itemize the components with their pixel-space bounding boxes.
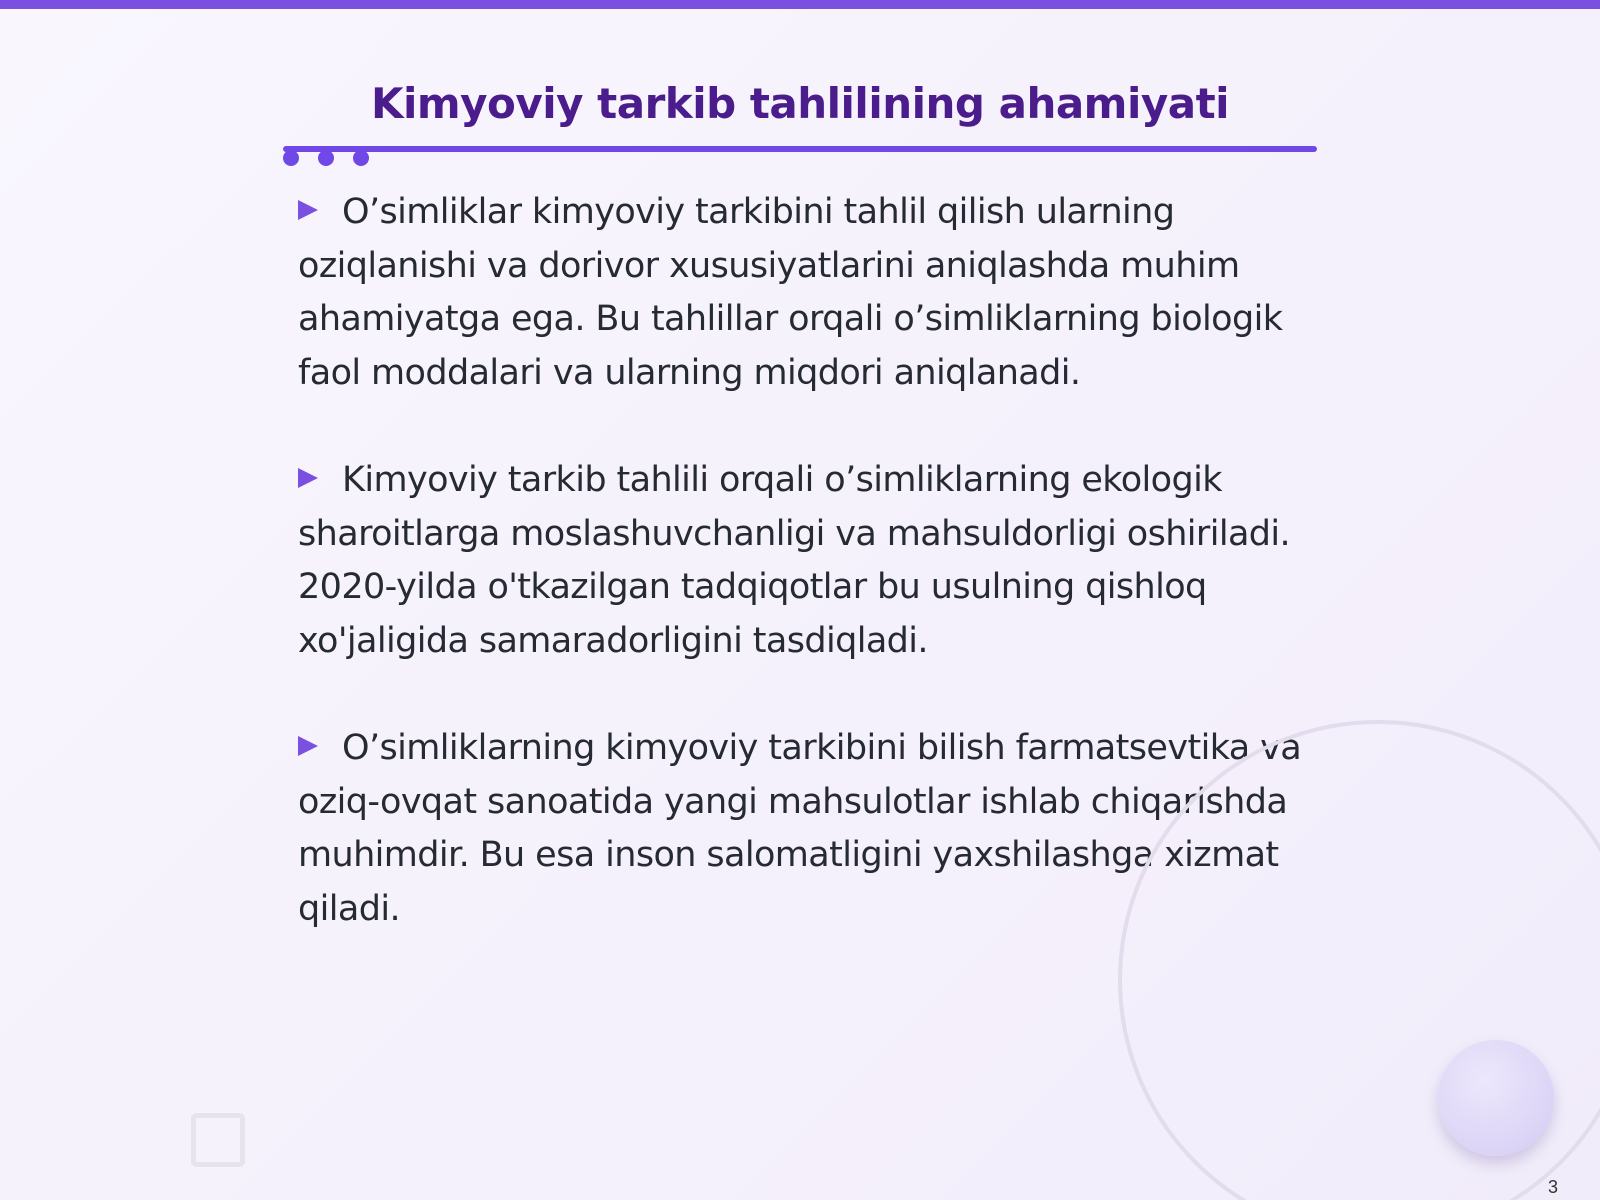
bullet-item (298, 454, 1308, 668)
decorative-dot (283, 150, 299, 166)
title-underline (283, 146, 1317, 152)
bullet-text: Kimyoviy tarkib tahlili orqali o’simliklarning ekologik sharoitlarga moslashuvchanligi va mahsuldorligi oshiriladi. 2020-yilda o'tkazilgan tadqiqotlar bu usulning qishloq xo'jaligida samaradorligini tasdiqladi. (298, 460, 1291, 661)
decorative-dot (318, 150, 334, 166)
slide-title: Kimyoviy tarkib tahlilining ahamiyati (370, 79, 1230, 128)
play-triangle-icon (298, 200, 318, 220)
bullet-text: O’simliklarning kimyoviy tarkibini bilish farmatsevtika va oziq-ovqat sanoatida yangi mahsulotlar ishlab chiqarishda muhimdir. Bu esa inson salomatligini yaxshilashga xizmat qiladi. (298, 728, 1302, 929)
decorative-dot (353, 150, 369, 166)
play-triangle-icon (298, 468, 318, 488)
bullet-item (298, 186, 1308, 400)
top-accent-bar (0, 0, 1600, 9)
decorative-circle (1438, 1040, 1554, 1156)
bullet-text: O’simliklar kimyoviy tarkibini tahlil qilish ularning oziqlanishi va dorivor xususiyatlarini aniqlashda muhim ahamiyatga ega. Bu tahlillar orqali o’simliklarning biologik faol moddalari va ularning miqdori aniqlanadi. (298, 192, 1283, 393)
play-triangle-icon (298, 736, 318, 756)
page-number: 3 (1548, 1177, 1559, 1197)
decorative-square (191, 1113, 245, 1167)
